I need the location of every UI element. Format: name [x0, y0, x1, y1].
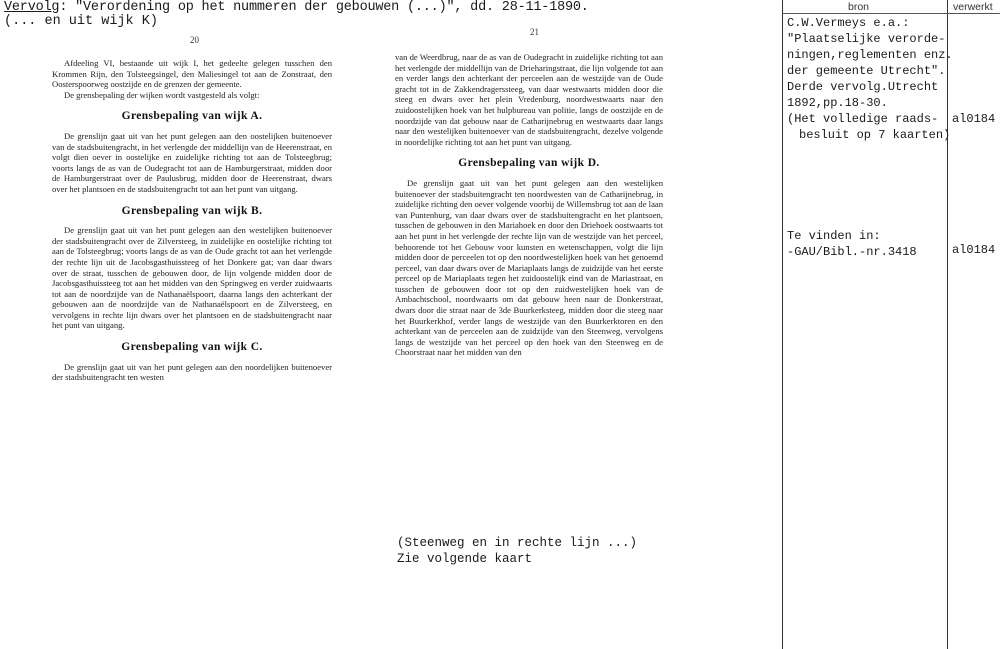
heading-wijk-c: Grensbepaling van wijk C. — [121, 341, 263, 354]
table-divider-left — [782, 0, 783, 649]
header-label: Vervolg — [4, 0, 60, 15]
processed-code: al0184 — [952, 112, 996, 126]
text-wijk-a: De grenslijn gaat uit van het punt gelegen aan den oostelijken buitenoever van de stadsbuitengracht, in het verlengde der middellijn van de Heerenstraat, en volgt dien oever in oostelijke en zuidelijke richting tot aan de Tolsteegbrug; voorts langs de as van de Oudegracht tot aan de Hamburgerstraat, midden door de Hamburgerstraat over de Paulusbrug, midden door de Heerenstraat, dwars over het plantsoen en de stadsbuitengracht tot aan het punt van uitgang. — [52, 130, 332, 194]
location-reference — [787, 228, 917, 260]
header-title: : "Verordening op het nummeren der gebouwen (...)", dd. 28-11-1890. — [59, 0, 589, 15]
location-line: -GAU/Bibl.-nr.3418 — [787, 245, 917, 259]
typed-note-next-map: Zie volgende kaart — [397, 552, 533, 566]
text-wijk-d: De grenslijn gaat uit van het punt gelegen aan den westelijken buitenoever der stadsbuitengracht ten noordwesten van de Catharijnebrug, in zuidelijke richting den oever volgende voorbij de Willemsbrug tot aan de laan van Puntenburg, van daar dwars over de stadsbuitengracht en het plantsoen, tusschen de gebouwen in den Mariahoek en door den Driehoek oostwaarts tot aan het punt in het verlengde der rechte lijn van de westzijde van het perceel, behoorende tot het Gebouw voor kunsten en wetenschappen, volgt die lijn midden door de perceelen tot op den noordwestelijken hoek van het genoemd perceel, van daar dwars over de Mariaplaats langs de zuidzijde van het eerste perceel op de Mariaplaats tegen het zuidoostelijk eind van de Mariastraat, en tusschen de gebouwen door tot op den zuidwestelijken hoek van de Ambachtschool, noordwaarts om dat gebouw heen naar de Donkerstraat, dwars door die straat naar de 3de Buurkerksteeg, midden door die steeg naar het Buurkerkhof, verder langs de westzijde van den Buurkerktoren en den achterkant van de perceelen aan de zuidzijde van den Steenweg, vervolgens langs de westzijde van het perceel op den hoek van den Steenweg en de Choorstraat naar het midden van den — [395, 177, 663, 358]
heading-wijk-d: Grensbepaling van wijk D. — [458, 157, 600, 170]
typed-note-continuation: (Steenweg en in rechte lijn ...) — [397, 536, 638, 550]
source-line: 1892,pp.18-30. — [787, 96, 888, 110]
source-line: Derde vervolg.Utrecht — [787, 80, 939, 94]
location-line: Te vinden in: — [787, 229, 881, 243]
heading-wijk-a: Grensbepaling van wijk A. — [121, 110, 263, 123]
source-line: (Het volledige raads- — [787, 112, 939, 126]
text-wijk-c: De grenslijn gaat uit van het punt gelegen aan den noordelijken buitenoever der stadsbuitengracht ten westen — [52, 361, 332, 383]
source-line: der gemeente Utrecht". — [787, 64, 946, 78]
table-header-bron: bron — [848, 1, 870, 13]
header-subtitle: (... en uit wijk K) — [4, 14, 158, 29]
right-column — [395, 52, 663, 358]
heading-wijk-b: Grensbepaling van wijk B. — [121, 204, 263, 217]
source-reference — [787, 15, 953, 143]
page-number-left: 20 — [190, 35, 199, 45]
table-header-rule — [782, 13, 1000, 14]
source-line: C.W.Vermeys e.a.: — [787, 16, 910, 30]
intro-paragraph: De grensbepaling der wijken wordt vastgesteld als volgt: — [64, 89, 260, 100]
table-header-verwerkt: verwerkt — [953, 1, 993, 13]
text-wijk-c-continued: van de Weerdbrug, naar de as van de Oudegracht in zuidelijke richting tot aan het verlengde der middellijn van de Drieharingstraat, die lijn volgende tot aan en verder langs den achterkant der perceelen aan de westzijde van de Oude gracht tot in de Zakkendragerssteeg, van daar westwaarts midden door die steeg en dwars over het plein Vredenburg, noordwestwaarts naar den zuidoostelijken hoek van het hulpbureau van politie, langs de oostzijde en de noordzijde van dat gebouw naar de Catharijnebrug en westwaarts daar langs naar den westelijken buitenoever van de stadsbuitengracht, dezelve volgende in noordelijke richting tot aan het punt van uitgang. — [395, 52, 663, 147]
page-number-right: 21 — [530, 27, 539, 37]
document-header — [4, 0, 589, 15]
text-wijk-b: De grenslijn gaat uit van het punt gelegen aan den westelijken buitenoever der stadsbuitengracht over de Zilversteeg, in zuidelijke en oostelijke richting tot aan de Tolsteegbrug; voorts langs de as van de Oude gracht tot aan het verlengde der rechte lijn uit de Jacobsgasthuissteeg of het Donkere gat; van daar dwars over de straat, tusschen de gebouwen door, de lijn volgende midden door de Jacobsgasthuissteeg tot aan het midden van den Springweg en verder zuidwaarts tot aan de noordzijde van de Nathanaëlspoort, daarna langs den achterkant der gebouwen aan de noordzijde van de Nathanaëlspoort en de Zilversteeg, en vervolgens in rechte lijn dwars over het plantsoen en de stadsbuitengracht naar het punt van uitgang. — [52, 225, 332, 331]
intro-paragraph: Afdeeling VI, bestaande uit wijk I, het gedeelte gelegen tusschen den Krommen Rijn, den Tolsteegsingel, den Maliesingel tot aan de Zonstraat, den Oosterspoorweg oostzijde en de grenzen der gemeente. — [52, 58, 332, 90]
left-column — [52, 58, 332, 383]
source-line: "Plaatselijke verorde- — [787, 32, 946, 46]
processed-code: al0184 — [952, 243, 996, 257]
source-line: besluit op 7 kaarten) — [799, 128, 951, 142]
source-line: ningen,reglementen enz. — [787, 48, 953, 62]
